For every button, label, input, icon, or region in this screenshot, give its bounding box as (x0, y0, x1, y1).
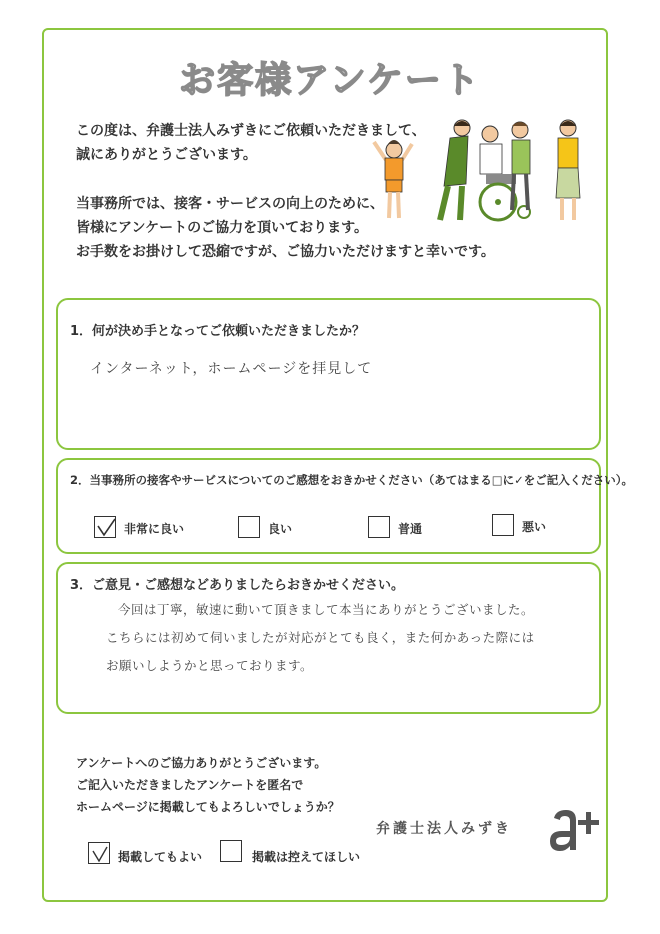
intro-line-3: 当事務所では、接客・サービスの向上のために、 (76, 196, 384, 212)
question-2-text: 2．当事務所の接客やサービスについてのご感想をおきかせください（あてはまる□に✓をご記入ください）。 (70, 473, 634, 487)
consent-label-decline: 掲載は控えてほしい (252, 850, 361, 864)
rating-label-average: 普通 (398, 522, 423, 536)
helper-figure (512, 122, 530, 210)
consent-label-allow: 掲載してもよい (118, 850, 203, 864)
question-1-answer: インターネット，ホームページを拝見して (90, 361, 373, 377)
question-3-text: 3．ご意見・ご感想などありましたらおきかせください。 (70, 578, 405, 593)
rating-label-good: 良い (268, 522, 293, 536)
firm-name: 弁護士法人みずき (376, 821, 512, 837)
checkmark-icon (95, 517, 117, 539)
intro-line-4: 皆様にアンケートのご協力を頂いております。 (76, 220, 369, 236)
firm-logo-icon (546, 808, 600, 854)
question-3-box (56, 562, 601, 714)
question-3-answer-line-2: こちらには初めて伺いましたが対応がとても良く，また何かあった際には (106, 630, 535, 645)
rating-checkbox-bad[interactable] (492, 514, 514, 536)
lawyer-figure (440, 120, 470, 220)
rating-checkbox-average[interactable] (368, 516, 390, 538)
question-3-answer-line-3: お願いしようかと思っております。 (106, 658, 314, 673)
child-figure (374, 140, 412, 218)
intro-line-5: お手数をお掛けして恐縮ですが、ご協力いただけますと幸いです。 (76, 244, 495, 260)
page-title: お客様アンケート (179, 60, 481, 101)
closing-line-1: アンケートへのご協力ありがとうございます。 (76, 756, 327, 770)
rating-checkbox-very-good[interactable] (94, 516, 116, 538)
closing-line-3: ホームページに掲載してもよろしいでしょうか？ (76, 800, 340, 814)
checkmark-icon (89, 843, 111, 865)
rating-label-bad: 悪い (522, 520, 547, 534)
question-1-box (56, 298, 601, 450)
family-illustration (368, 114, 596, 226)
question-2-box (56, 458, 634, 554)
consent-checkbox-allow[interactable] (88, 842, 110, 864)
consent-checkbox-decline[interactable] (220, 840, 242, 862)
question-3-answer-line-1: 今回は丁寧，敏速に動いて頂きまして本当にありがとうございました。 (118, 602, 535, 617)
question-1-text: 1．何が決め手となってご依頼いただきましたか？ (70, 324, 366, 339)
intro-line-2: 誠にありがとうございます。 (76, 147, 257, 163)
rating-label-very-good: 非常に良い (124, 522, 185, 536)
intro-line-1: この度は、弁護士法人みずきにご依頼いただきまして、 (76, 123, 426, 139)
closing-line-2: ご記入いただきましたアンケートを匿名で (76, 778, 304, 792)
rating-checkbox-good[interactable] (238, 516, 260, 538)
woman-figure (556, 120, 580, 220)
